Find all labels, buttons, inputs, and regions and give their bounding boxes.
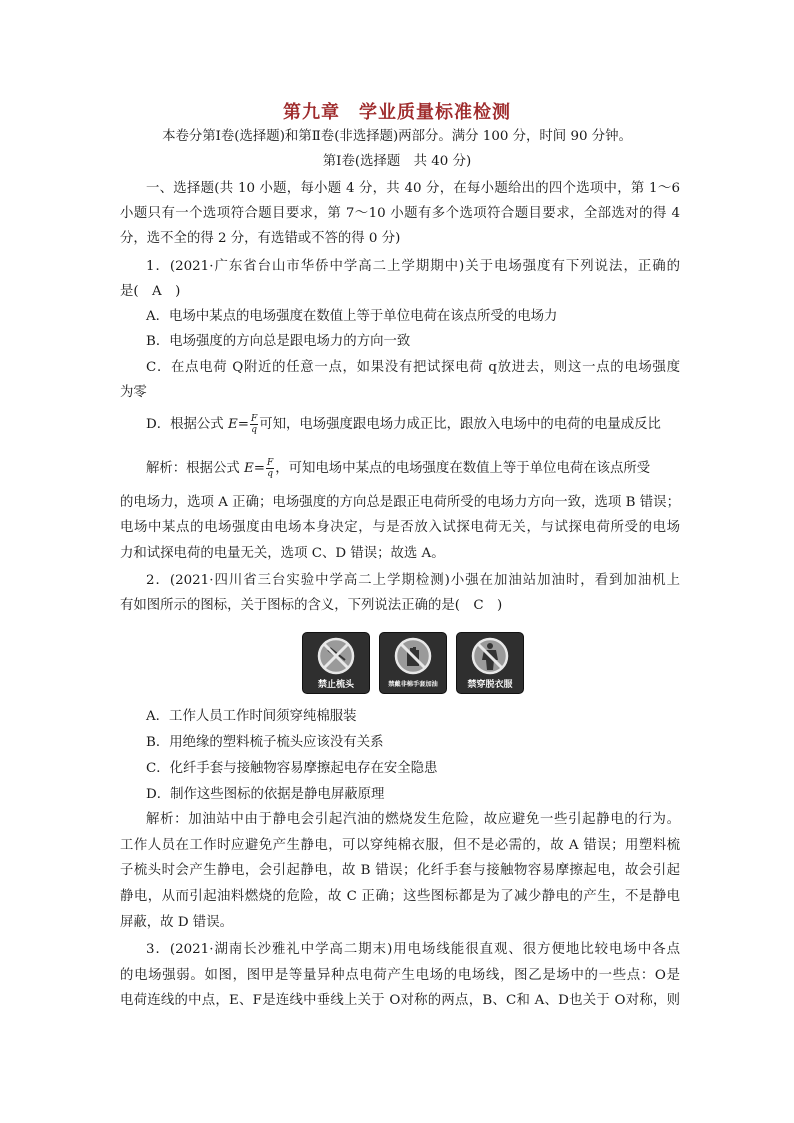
q2-option-b: B．用绝缘的塑料梳子梳头应该没有关系	[146, 735, 384, 750]
no-combing-sign	[302, 632, 370, 694]
q3-stem-3: 电荷连线的中点，E、F是连线中垂线上关于 O对称的两点，B、C和 A、D也关于 O对称，则	[120, 993, 680, 1008]
no-undressing-icon	[470, 636, 510, 676]
q3-stem: 3．(2021·湖南长沙雅礼中学高二期末)用电场线能很直观、很方便地比较电场中各点	[146, 942, 680, 957]
q1-analysis-prefix: 解析：根据公式	[146, 461, 244, 476]
no-undressing-sign	[456, 632, 524, 694]
q1-analysis-suffix: ，可知电场中某点的电场强度在数值上等于单位电荷在该点所受	[275, 461, 651, 476]
q3-stem-2: 的电场强弱。如图，图甲是等量异种点电荷产生电场的电场线，图乙是场中的一些点：O是	[120, 968, 680, 983]
q1-option-d-suffix: 可知，电场强度跟电场力成正比，跟放入电场中的电荷的电量成反比	[259, 417, 661, 432]
part1-heading: 第Ⅰ卷(选择题 共 40 分)	[322, 154, 472, 169]
sign-caption-3: 禁穿脱衣服	[467, 680, 513, 690]
no-combing-icon	[316, 636, 356, 676]
q2-stem-answer: 有如图所示的图标，关于图标的含义，下列说法正确的是( C )	[120, 598, 503, 613]
formula-denominator: q	[251, 425, 257, 435]
q1-option-d-prefix: D．根据公式	[146, 417, 228, 432]
q1-option-c: C．在点电荷 Q附近的任意一点，如果没有把试探电荷 q放进去，则这一点的电场强度	[146, 360, 680, 375]
q2-analysis-2: 工作人员在工作时应避免产生静电，可以穿纯棉衣服，但不是必需的，故 A 错误；用塑料梳	[120, 838, 680, 853]
formula-lhs: E=	[227, 417, 249, 432]
no-gloves-icon	[393, 636, 433, 676]
formula-fraction	[266, 458, 274, 479]
gas-station-signs	[302, 632, 522, 692]
sign-caption-1: 禁止梳头	[317, 680, 354, 690]
q1-analysis	[146, 458, 680, 479]
formula-numerator: F	[250, 414, 258, 424]
q2-analysis-4: 静电，从而引起油料燃烧的危险，故 C 正确；这些图标都是为了减少静电的产生，不是静电	[120, 889, 680, 904]
q2-stem: 2．(2021·四川省三台实验中学高二上学期检测)小强在加油站加油时，看到加油机上	[146, 573, 680, 588]
q1-option-a: A．电场中某点的电场强度在数值上等于单位电荷在该点所受的电场力	[146, 309, 558, 324]
formula-lhs: E=	[244, 461, 265, 476]
q2-analysis-3: 子梳头时会产生静电，会引起静电，故 B 错误；化纤手套与接触物容易摩擦起电，故会引起	[120, 863, 680, 878]
formula-fraction	[250, 414, 258, 435]
formula-denominator: q	[267, 469, 273, 479]
exam-intro: 本卷分第Ⅰ卷(选择题)和第Ⅱ卷(非选择题)两部分。满分 100 分，时间 90 分钟。	[162, 129, 632, 144]
q1-stem: 1．(2021·广东省台山市华侨中学高二上学期期中)关于电场强度有下列说法，正确的	[146, 259, 680, 274]
q2-analysis-5: 屏蔽，故 D 错误。	[120, 915, 233, 930]
q1-option-d	[146, 414, 680, 435]
q1-analysis-2: 的电场力，选项 A 正确；电场强度的方向总是跟正电荷所受的电场力方向一致，选项 B 错误；	[120, 495, 680, 510]
q2-option-a: A．工作人员工作时间须穿纯棉服装	[146, 709, 357, 724]
section1-instructions-2: 小题只有一个选项符合题目要求，第 7～10 小题有多个选项符合题目要求，全部选对的得 4	[120, 206, 680, 221]
formula-numerator: F	[267, 458, 274, 468]
section1-instructions-3: 分，选不全的得 2 分，有选错或不答的得 0 分)	[120, 231, 401, 246]
q2-option-d: D．制作这些图标的依据是静电屏蔽原理	[146, 787, 385, 802]
sign-caption-2: 禁戴非棉手套加油	[388, 681, 438, 688]
q1-analysis-4: 力和试探电荷的电量无关，选项 C、D 错误；故选 A。	[120, 546, 445, 561]
q2-analysis: 解析：加油站中由于静电会引起汽油的燃烧发生危险，故应避免一些引起静电的行为。	[146, 812, 680, 827]
chapter-title: 第九章 学业质量标准检测	[283, 102, 511, 123]
section1-instructions: 一、选择题(共 10 小题，每小题 4 分，共 40 分，在每小题给出的四个选项中，第 1～6	[146, 181, 680, 196]
q1-stem-answer: 是( A )	[120, 284, 181, 299]
q1-option-b: B．电场强度的方向总是跟电场力的方向一致	[146, 334, 411, 349]
no-synthetic-gloves-sign	[379, 632, 447, 694]
q2-option-c: C．化纤手套与接触物容易摩擦起电存在安全隐患	[146, 761, 438, 776]
q1-analysis-3: 电场中某点的电场强度由电场本身决定，与是否放入试探电荷无关，与试探电荷所受的电场	[120, 520, 680, 535]
q1-option-c-cont: 为零	[120, 385, 147, 400]
